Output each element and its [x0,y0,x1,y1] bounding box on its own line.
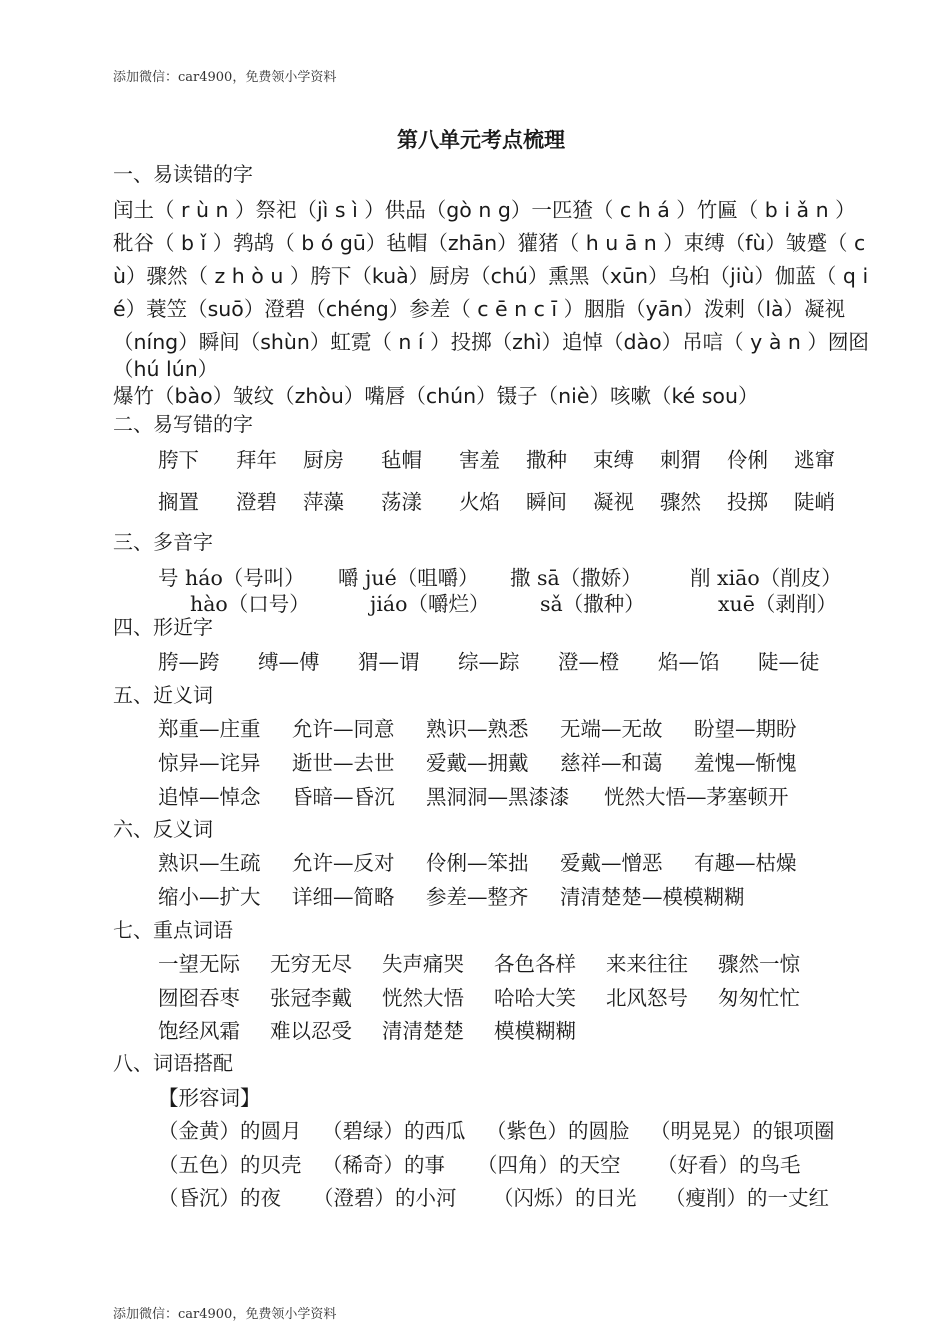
word: 陡峭 [794,490,835,514]
word: 逃窜 [794,448,835,472]
section-heading-7: 七、重点词语 [113,918,233,942]
pair: 缚—傅 [258,650,320,674]
polyphone: 削 xiāo（削皮） [690,566,842,590]
phrase: （明晃晃）的银项圈 [650,1119,835,1143]
word: 害羞 [459,448,500,472]
synonym-row [158,712,797,742]
pinyin-line: é）蓑笠（suō）澄碧（chéng）参差（ c ē n c ī ）胭脂（yān）泼剌（là）凝视 [113,297,846,321]
phrase: （金黄）的圆月 [158,1119,302,1143]
easy-write-row [158,485,835,515]
key-words-row [158,1014,576,1044]
word: 各色各样 [494,952,576,976]
collocation-subhead: 【形容词】 [158,1086,261,1110]
word: 搁置 [158,490,199,514]
key-words-row [158,947,800,977]
pair: 清清楚楚—模模糊糊 [560,885,745,909]
synonym-row [158,780,789,810]
polyphone: hào（口号） [190,592,310,616]
pair: 惊异—诧异 [158,751,261,775]
section-heading-8: 八、词语搭配 [113,1051,233,1075]
pair: 有趣—枯燥 [694,851,797,875]
word: 骤然 [660,490,701,514]
pair: 无端—无故 [560,717,663,741]
word: 北风怒号 [606,986,688,1010]
word: 失声痛哭 [382,952,464,976]
word: 来来往往 [606,952,688,976]
word: 萍藻 [303,490,344,514]
pair: 逝世—去世 [292,751,395,775]
pair: 昏暗—昏沉 [292,785,395,809]
key-words-row [158,981,800,1011]
phrase: （碧绿）的西瓜 [322,1119,466,1143]
phrase: （五色）的贝壳 [158,1153,302,1177]
word: 饱经风霜 [158,1019,240,1043]
pair: 允许—反对 [292,851,395,875]
pinyin-line: 秕谷（ b ǐ ）鹁鸪（ b ó gū）毡帽（zhān）獾猪（ h u ā n ）束缚（fù）皱蹙（ c [113,231,866,255]
collocation-row [158,1148,801,1178]
word: 凝视 [593,490,634,514]
pair: 陡—徒 [758,650,820,674]
pair: 猬—谓 [358,650,420,674]
watermark-top: 添加微信：car4900，免费领小学资料 [113,70,337,85]
pair: 爱戴—拥戴 [426,751,529,775]
section-heading-2: 二、易写错的字 [113,412,253,436]
word: 哈哈大笑 [494,986,576,1010]
word: 毡帽 [381,448,422,472]
pair: 伶俐—笨拙 [426,851,529,875]
pair: 追悼—悼念 [158,785,261,809]
phrase: （紫色）的圆脸 [486,1119,630,1143]
word: 撒种 [526,448,567,472]
pair: 慈祥—和蔼 [560,751,663,775]
pinyin-line: （hú lún） [113,357,219,381]
polyphone: xuē（剥削） [718,592,837,616]
word: 伶俐 [727,448,768,472]
polyphone-row [190,587,837,617]
word: 一望无际 [158,952,240,976]
pair: 黑洞洞—黑漆漆 [426,785,570,809]
pinyin-line: 爆竹（bào）皱纹（zhòu）嘴唇（chún）镊子（niè）咳嗽（ké sou） [113,384,759,408]
polyphone: jiáo（嚼烂） [370,592,490,616]
collocation-row [158,1114,835,1144]
pair: 盼望—期盼 [694,717,797,741]
antonym-row [158,880,745,910]
similar-chars-row [158,645,820,675]
word: 拜年 [236,448,277,472]
section-heading-3: 三、多音字 [113,530,213,554]
phrase: （好看）的鸟毛 [657,1153,801,1177]
pair: 爱戴—憎恶 [560,851,663,875]
pair: 参差—整齐 [426,885,529,909]
page-title: 第八单元考点梳理 [397,127,565,152]
collocation-row [158,1181,829,1211]
pair: 缩小—扩大 [158,885,261,909]
polyphone: sǎ（撒种） [540,592,645,616]
pair: 允许—同意 [292,717,395,741]
phrase: （昏沉）的夜 [158,1186,281,1210]
pair: 综—踪 [458,650,520,674]
word: 瞬间 [526,490,567,514]
pair: 焰—馅 [658,650,720,674]
pinyin-line: ù）骤然（ z h ò u ）胯下（kuà）厨房（chú）熏黑（xūn）乌桕（jiù）伽蓝（ q i [113,264,869,288]
word: 胯下 [158,448,199,472]
phrase: （闪烁）的日光 [493,1186,637,1210]
word: 张冠李戴 [270,986,352,1010]
polyphone: 号 háo（号叫） [158,566,305,590]
word: 囫囵吞枣 [158,986,240,1010]
word: 束缚 [593,448,634,472]
pair: 羞愧—惭愧 [694,751,797,775]
section-heading-4: 四、形近字 [113,615,213,639]
word: 清清楚楚 [382,1019,464,1043]
word: 骤然一惊 [718,952,800,976]
pair: 胯—跨 [158,650,220,674]
section-heading-1: 一、易读错的字 [113,162,253,186]
word: 恍然大悟 [382,986,464,1010]
pair: 澄—橙 [558,650,620,674]
section-heading-6: 六、反义词 [113,817,213,841]
word: 澄碧 [236,490,277,514]
word: 模模糊糊 [494,1019,576,1043]
synonym-row [158,746,797,776]
antonym-row [158,846,797,876]
word: 厨房 [303,448,344,472]
word: 难以忍受 [270,1019,352,1043]
pinyin-line: 闰土（ r ù n ）祭祀（jì s ì ）供品（gò n g）一匹猹（ c h á ）竹匾（ b i ǎ n ） [113,198,856,222]
word: 匆匆忙忙 [718,986,800,1010]
watermark-bottom: 添加微信：car4900，免费领小学资料 [113,1307,337,1322]
pair: 详细—简略 [292,885,395,909]
polyphone: 撒 sā（撒娇） [510,566,642,590]
word: 投掷 [727,490,768,514]
pair: 熟识—熟悉 [426,717,529,741]
phrase: （瘦削）的一丈红 [665,1186,829,1210]
word: 刺猬 [660,448,701,472]
pair: 熟识—生疏 [158,851,261,875]
word: 火焰 [459,490,500,514]
phrase: （稀奇）的事 [322,1153,445,1177]
word: 荡漾 [381,490,422,514]
word: 无穷无尽 [270,952,352,976]
easy-write-row [158,443,835,473]
phrase: （四角）的天空 [477,1153,621,1177]
section-heading-5: 五、近义词 [113,683,213,707]
polyphone: 嚼 jué（咀嚼） [338,566,479,590]
pinyin-line: （níng）瞬间（shùn）虹霓（ n í ）投掷（zhì）追悼（dào）吊唁（ y à n ）囫囵 [113,330,869,354]
pair: 恍然大悟—茅塞顿开 [604,785,789,809]
pair: 郑重—庄重 [158,717,261,741]
phrase: （澄碧）的小河 [313,1186,457,1210]
